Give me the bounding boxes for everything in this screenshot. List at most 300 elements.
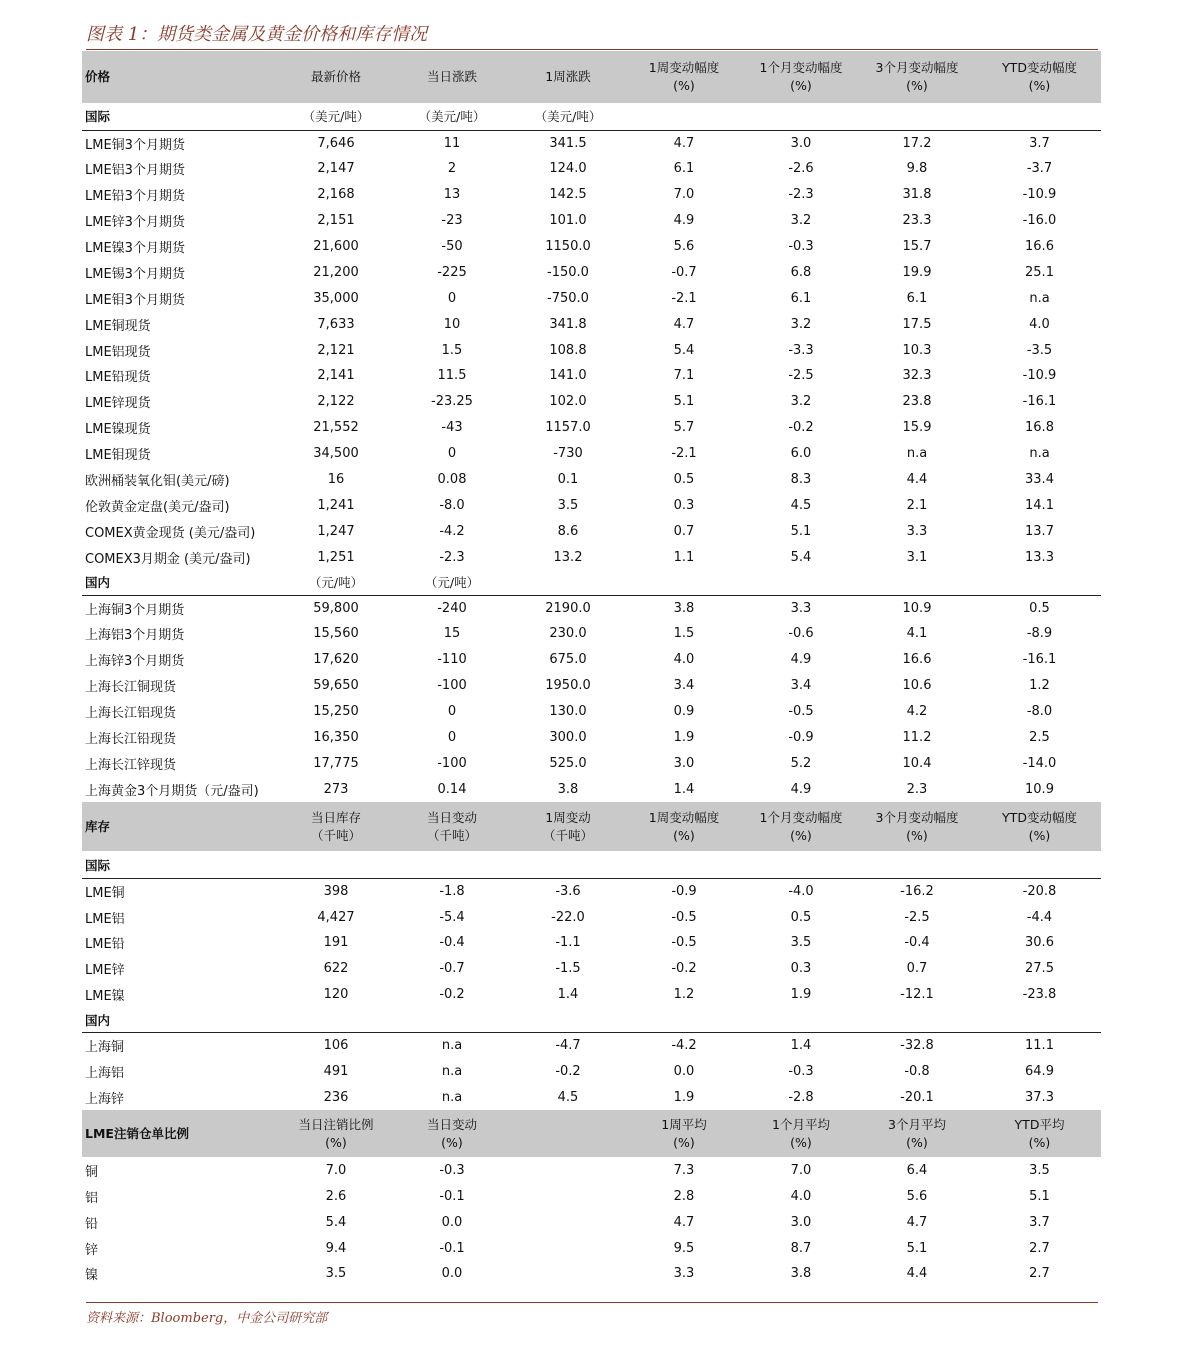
row-label: 上海铝 <box>85 1066 125 1082</box>
cell-value: -50 <box>441 239 463 254</box>
cell-value: （元/吨） <box>390 570 514 595</box>
cell-value: 1.9 <box>790 987 812 1003</box>
cell-value: 2.3 <box>906 781 928 797</box>
row-label: LME铝3个月期货 <box>85 163 185 179</box>
cell-value: -10.9 <box>1022 187 1057 203</box>
cell-value: 2.7 <box>1029 1266 1050 1282</box>
cell-value: （美元/吨） <box>514 103 622 130</box>
cell-value: 1周变动幅度 (%) <box>622 51 746 103</box>
cell-value: 2.5 <box>1029 730 1050 746</box>
row-label: LME锡3个月期货 <box>85 266 185 282</box>
cell-value: 3.2 <box>790 316 812 332</box>
cell-value: -150.0 <box>547 264 589 280</box>
cell-value: 32.3 <box>902 368 932 384</box>
cell-value: 3.1 <box>906 549 928 565</box>
cell-value: 3.3 <box>673 1266 695 1282</box>
cell-value <box>282 1008 390 1033</box>
cell-value: -3.3 <box>788 342 814 358</box>
cell-value: 0.08 <box>437 472 467 488</box>
cell-value: 130.0 <box>549 704 587 720</box>
cell-value: -2.1 <box>671 290 697 306</box>
cell-value <box>622 1008 746 1033</box>
cell-value: -22.0 <box>551 909 585 925</box>
cell-value: 1150.0 <box>545 239 591 254</box>
row-label: 上海铜 <box>85 1040 125 1056</box>
table-row <box>82 1059 1101 1085</box>
cell-value: 1.2 <box>673 987 695 1003</box>
cell-value: 5.7 <box>673 420 695 436</box>
cell-value: 2 <box>447 161 457 177</box>
cell-value: -2.8 <box>788 1089 814 1105</box>
table-row <box>82 285 1101 311</box>
cell-value <box>514 1157 622 1183</box>
cell-value <box>978 103 1101 130</box>
cell-value: 0.7 <box>673 523 695 539</box>
section-intl-price <box>82 103 1101 130</box>
cell-value: -0.2 <box>788 420 814 436</box>
cell-value: 17.2 <box>902 135 932 151</box>
cell-value: 1.9 <box>673 1089 695 1105</box>
cell-value <box>978 1008 1101 1033</box>
cell-value: 2,121 <box>317 342 355 358</box>
table-row <box>82 208 1101 234</box>
cell-value: 1.4 <box>790 1038 812 1054</box>
cell-value: 0.7 <box>906 961 928 977</box>
cell-value: 2.1 <box>906 497 928 513</box>
cell-value: 10.4 <box>902 755 932 771</box>
cell-value <box>856 103 978 130</box>
cell-value: 11.2 <box>902 730 932 746</box>
cell-value: 3.2 <box>790 213 812 229</box>
cell-value: -0.7 <box>671 264 697 280</box>
cell-value: -0.9 <box>788 730 814 746</box>
cell-value: 3.8 <box>673 600 695 616</box>
cell-value: -0.3 <box>439 1162 465 1178</box>
cell-value: 16.8 <box>1025 420 1054 436</box>
cell-value: 30.6 <box>1025 935 1054 951</box>
cell-value: 0.5 <box>1029 600 1050 616</box>
cell-value: 1周变动幅度 (%) <box>622 802 746 851</box>
cell-value: 35,000 <box>313 290 359 306</box>
row-label: LME注销仓单比例 <box>82 1110 282 1157</box>
table-row <box>82 415 1101 441</box>
cell-value: 1.4 <box>557 987 579 1003</box>
cell-value: 3.8 <box>557 781 579 797</box>
cell-value: 101.0 <box>549 213 587 229</box>
cell-value: YTD变动幅度 (%) <box>978 802 1101 851</box>
cell-value: 491 <box>323 1064 349 1080</box>
cell-value: 0.9 <box>673 704 695 720</box>
section-domestic-inventory <box>82 1008 1101 1033</box>
cell-value: 0.14 <box>437 781 467 797</box>
cell-value: 当日变动 (%) <box>390 1110 514 1157</box>
cell-value: 最新价格 <box>282 51 390 103</box>
cell-value: 230.0 <box>549 626 587 642</box>
cell-value: 31.8 <box>902 187 932 203</box>
row-label: 铝 <box>85 1190 99 1206</box>
table-row <box>82 1085 1101 1111</box>
cell-value: -0.2 <box>671 961 697 977</box>
cell-value: -5.4 <box>439 909 465 925</box>
cell-value: 5.1 <box>673 394 695 410</box>
cell-value: 3.7 <box>1029 1214 1050 1230</box>
cell-value <box>856 851 978 878</box>
cell-value: 15,560 <box>313 626 359 642</box>
row-label: COMEX3月期金 (美元/盎司) <box>85 551 251 567</box>
table-row <box>82 982 1101 1008</box>
cell-value: 17.5 <box>902 316 932 332</box>
row-label: LME铅现货 <box>85 370 151 386</box>
cell-value: 3.2 <box>790 394 812 410</box>
cell-value: 236 <box>323 1089 349 1105</box>
cell-value: 4.2 <box>906 704 928 720</box>
row-label: 国内 <box>82 1008 282 1033</box>
row-label: LME铜现货 <box>85 318 151 334</box>
cell-value: -2.5 <box>788 368 814 384</box>
row-label: 价格 <box>82 51 282 103</box>
table-row <box>82 130 1101 156</box>
row-label: LME镍3个月期货 <box>85 241 185 256</box>
cell-value: 1.2 <box>1029 678 1050 694</box>
cell-value: 0.3 <box>790 961 812 977</box>
cell-value: 13.2 <box>553 549 583 565</box>
cell-value <box>978 570 1101 595</box>
cell-value: -240 <box>437 600 467 616</box>
cell-value: 191 <box>323 935 349 951</box>
row-label: 国际 <box>82 851 282 878</box>
cell-value: 6.8 <box>790 264 812 280</box>
cell-value: 14.1 <box>1025 497 1054 513</box>
row-label: 上海铜3个月期货 <box>85 602 185 618</box>
cell-value <box>514 1183 622 1209</box>
table-row <box>82 518 1101 544</box>
table-row <box>82 673 1101 699</box>
row-label: 伦敦黄金定盘(美元/盎司) <box>85 499 230 515</box>
cell-value: 4,427 <box>317 909 355 925</box>
cell-value: 5.1 <box>790 523 812 539</box>
cell-value: 4.7 <box>673 1214 695 1230</box>
cell-value: 3.8 <box>790 1266 812 1282</box>
inventory-header-row <box>82 802 1101 851</box>
cell-value <box>514 1209 622 1235</box>
cell-value <box>514 1261 622 1287</box>
row-label: LME钼现货 <box>85 448 151 464</box>
table-row <box>82 956 1101 982</box>
cell-value: 675.0 <box>549 652 587 668</box>
cell-value: 2.6 <box>325 1188 347 1204</box>
row-label: LME钼3个月期货 <box>85 292 185 308</box>
cell-value: -16.1 <box>1022 652 1057 668</box>
cell-value <box>622 570 746 595</box>
cell-value: 10.3 <box>902 342 932 358</box>
cell-value: 0.1 <box>557 472 579 488</box>
cell-value: 16,350 <box>313 730 359 746</box>
cell-value: -14.0 <box>1022 755 1057 771</box>
cell-value: n.a <box>441 1064 463 1080</box>
cell-value: 2,141 <box>317 368 355 384</box>
cell-value: 10 <box>443 316 461 332</box>
cell-value: 4.1 <box>906 626 928 642</box>
cell-value: -12.1 <box>900 987 934 1003</box>
cell-value: -0.5 <box>671 909 697 925</box>
cell-value: -110 <box>437 652 467 668</box>
cell-value: 6.1 <box>790 290 812 306</box>
cell-value: 1157.0 <box>545 420 591 436</box>
cell-value: （美元/吨） <box>282 103 390 130</box>
table-row <box>82 389 1101 415</box>
cell-value: 34,500 <box>313 446 359 462</box>
cell-value: 5.4 <box>673 342 695 358</box>
row-label: 库存 <box>82 802 282 851</box>
table-row <box>82 234 1101 260</box>
cell-value: 5.4 <box>790 549 812 565</box>
cell-value: 10.9 <box>1025 781 1054 797</box>
cell-value: 3.5 <box>790 935 812 951</box>
cell-value: 3.3 <box>790 600 812 616</box>
cell-value: -0.7 <box>439 961 465 977</box>
cell-value: -20.1 <box>900 1089 934 1105</box>
cell-value: -4.7 <box>555 1038 581 1054</box>
table-row <box>82 647 1101 673</box>
cell-value: 0.3 <box>673 497 695 513</box>
cell-value <box>514 851 622 878</box>
cell-value: -225 <box>437 264 467 280</box>
row-label: 上海黄金3个月期货（元/盎司) <box>85 783 259 799</box>
cell-value <box>746 570 856 595</box>
cell-value: 124.0 <box>549 161 587 177</box>
row-label: 铜 <box>85 1164 99 1180</box>
cell-value: -1.8 <box>439 883 465 899</box>
cell-value: -0.3 <box>788 239 814 254</box>
row-label: LME铜3个月期货 <box>85 137 185 153</box>
cell-value: 1.5 <box>441 342 463 358</box>
cell-value <box>514 1235 622 1261</box>
cell-value: 13.7 <box>1025 523 1054 539</box>
cell-value <box>622 103 746 130</box>
cell-value: 7,633 <box>317 316 355 332</box>
cell-value: 2.7 <box>1029 1240 1050 1256</box>
cell-value: 106 <box>323 1038 349 1054</box>
cell-value: 59,800 <box>313 600 359 616</box>
cell-value: 0.0 <box>441 1214 463 1230</box>
table-row <box>82 467 1101 493</box>
cell-value <box>746 851 856 878</box>
table-row <box>82 363 1101 389</box>
cell-value: -2.3 <box>439 549 465 565</box>
cell-value: -32.8 <box>900 1038 934 1054</box>
cell-value: -2.1 <box>671 446 697 462</box>
cell-value: 3.3 <box>906 523 928 539</box>
cell-value: 3.5 <box>557 497 579 513</box>
cell-value: 1.1 <box>673 549 695 565</box>
ratio-header-row <box>82 1110 1101 1157</box>
cell-value: 33.4 <box>1025 472 1054 488</box>
table-row <box>82 337 1101 363</box>
row-label: LME镍 <box>85 989 125 1005</box>
cell-value: 142.5 <box>549 187 587 203</box>
cell-value: 2.8 <box>673 1188 695 1204</box>
row-label: 镍 <box>85 1268 99 1284</box>
cell-value: 64.9 <box>1025 1064 1054 1080</box>
table-row <box>82 621 1101 647</box>
row-label: 铅 <box>85 1216 99 1232</box>
cell-value: -0.5 <box>671 935 697 951</box>
table-row <box>82 311 1101 337</box>
cell-value: 1周变动 （千吨） <box>514 802 622 851</box>
cell-value: -0.8 <box>904 1064 930 1080</box>
cell-value: -0.1 <box>439 1240 465 1256</box>
row-label: LME铝 <box>85 911 125 927</box>
table-row <box>82 441 1101 467</box>
cell-value: 7,646 <box>317 135 355 151</box>
cell-value: 3.4 <box>673 678 695 694</box>
cell-value: 10.6 <box>902 678 932 694</box>
cell-value: 5.1 <box>1029 1188 1050 1204</box>
cell-value: 7.1 <box>673 368 695 384</box>
cell-value: 23.3 <box>902 213 932 229</box>
cell-value: 15,250 <box>313 704 359 720</box>
cell-value: -3.5 <box>1026 342 1053 358</box>
cell-value: 1个月变动幅度 (%) <box>746 51 856 103</box>
cell-value: -1.5 <box>555 961 581 977</box>
table-row <box>82 259 1101 285</box>
cell-value: -3.6 <box>555 883 581 899</box>
cell-value: 2,151 <box>317 213 355 229</box>
section-domestic-price <box>82 570 1101 595</box>
cell-value: 108.8 <box>549 342 587 358</box>
cell-value: 3.7 <box>1029 135 1050 151</box>
metals-price-inventory-table <box>82 51 1101 1287</box>
table-row <box>82 1157 1101 1183</box>
cell-value: -23 <box>441 213 463 229</box>
table-row <box>82 750 1101 776</box>
cell-value: 2190.0 <box>545 600 591 616</box>
cell-value: n.a <box>1029 446 1050 462</box>
row-label: 上海长江铝现货 <box>85 706 177 722</box>
cell-value: 273 <box>323 781 349 797</box>
cell-value: 1.4 <box>673 781 695 797</box>
cell-value: 21,600 <box>313 239 359 254</box>
cell-value: 4.7 <box>673 316 695 332</box>
cell-value: -8.0 <box>439 497 465 513</box>
cell-value: 4.0 <box>1029 316 1050 332</box>
cell-value: 4.9 <box>673 213 695 229</box>
cell-value: 1950.0 <box>545 678 591 694</box>
cell-value: 11.5 <box>437 368 467 384</box>
cell-value: 3个月变动幅度 (%) <box>856 802 978 851</box>
cell-value: （元/吨） <box>282 570 390 595</box>
cell-value: 17,620 <box>313 652 359 668</box>
row-label: 上海锌3个月期货 <box>85 654 185 670</box>
cell-value: n.a <box>441 1089 463 1105</box>
cell-value <box>978 851 1101 878</box>
cell-value <box>746 103 856 130</box>
cell-value: 1.5 <box>673 626 695 642</box>
cell-value: 8.7 <box>790 1240 812 1256</box>
cell-value: 21,200 <box>313 264 359 280</box>
table-row <box>82 492 1101 518</box>
cell-value: 23.8 <box>902 394 932 410</box>
cell-value: 4.5 <box>790 497 812 513</box>
cell-value: 120 <box>323 987 349 1003</box>
row-label: LME锌 <box>85 963 125 979</box>
table-row <box>82 725 1101 751</box>
row-label: 上海铝3个月期货 <box>85 628 185 644</box>
cell-value <box>514 1110 622 1157</box>
cell-value: -2.3 <box>788 187 814 203</box>
cell-value: 3.0 <box>790 1214 812 1230</box>
table-row <box>82 1235 1101 1261</box>
cell-value: 0 <box>447 290 457 306</box>
table-row <box>82 544 1101 570</box>
cell-value: 141.0 <box>549 368 587 384</box>
cell-value: 5.2 <box>790 755 812 771</box>
cell-value: -20.8 <box>1022 883 1057 899</box>
row-label: 国内 <box>82 570 282 595</box>
section-intl-inventory <box>82 851 1101 878</box>
cell-value: 0.0 <box>441 1266 463 1282</box>
cell-value: 622 <box>323 961 349 977</box>
cell-value: 6.4 <box>906 1162 928 1178</box>
cell-value: 4.9 <box>790 781 812 797</box>
table-row <box>82 1183 1101 1209</box>
cell-value: 3个月变动幅度 (%) <box>856 51 978 103</box>
cell-value: 2,147 <box>317 161 355 177</box>
cell-value: -4.2 <box>671 1038 697 1054</box>
cell-value: -0.2 <box>555 1064 581 1080</box>
cell-value: 3.0 <box>673 755 695 771</box>
cell-value: 4.4 <box>906 1266 928 1282</box>
cell-value: 16.6 <box>1025 239 1054 254</box>
cell-value: 10.9 <box>902 600 932 616</box>
cell-value: -0.5 <box>788 704 814 720</box>
cell-value: 4.0 <box>790 1188 812 1204</box>
cell-value: n.a <box>1029 290 1050 306</box>
cell-value <box>390 851 514 878</box>
cell-value: 6.1 <box>673 161 695 177</box>
cell-value: 1,247 <box>317 523 355 539</box>
cell-value: 8.3 <box>790 472 812 488</box>
cell-value: 6.1 <box>906 290 928 306</box>
cell-value: 1个月平均 (%) <box>746 1110 856 1157</box>
cell-value: 0.5 <box>790 909 812 925</box>
row-label: LME铅 <box>85 937 125 953</box>
cell-value: 4.0 <box>673 652 695 668</box>
cell-value: 17,775 <box>313 755 359 771</box>
cell-value: -2.6 <box>788 161 814 177</box>
cell-value: 0 <box>447 704 457 720</box>
cell-value: 5.6 <box>906 1188 928 1204</box>
cell-value: -0.4 <box>904 935 930 951</box>
cell-value: 11.1 <box>1025 1038 1054 1054</box>
cell-value: 15.9 <box>902 420 932 436</box>
cell-value: 19.9 <box>902 264 932 280</box>
cell-value: 11 <box>443 135 461 151</box>
cell-value: -730 <box>553 446 583 462</box>
cell-value: 4.7 <box>906 1214 928 1230</box>
cell-value: 25.1 <box>1025 264 1054 280</box>
cell-value <box>390 1008 514 1033</box>
row-label: LME铝现货 <box>85 344 151 360</box>
cell-value: 0.0 <box>673 1064 695 1080</box>
row-label: LME锌现货 <box>85 396 151 412</box>
cell-value: 300.0 <box>549 730 587 746</box>
cell-value: 当日涨跌 <box>390 51 514 103</box>
cell-value: 398 <box>323 883 349 899</box>
cell-value: 13.3 <box>1025 549 1054 565</box>
row-label: 欧洲桶装氧化钼(美元/磅) <box>85 474 230 490</box>
cell-value: -0.3 <box>788 1064 814 1080</box>
